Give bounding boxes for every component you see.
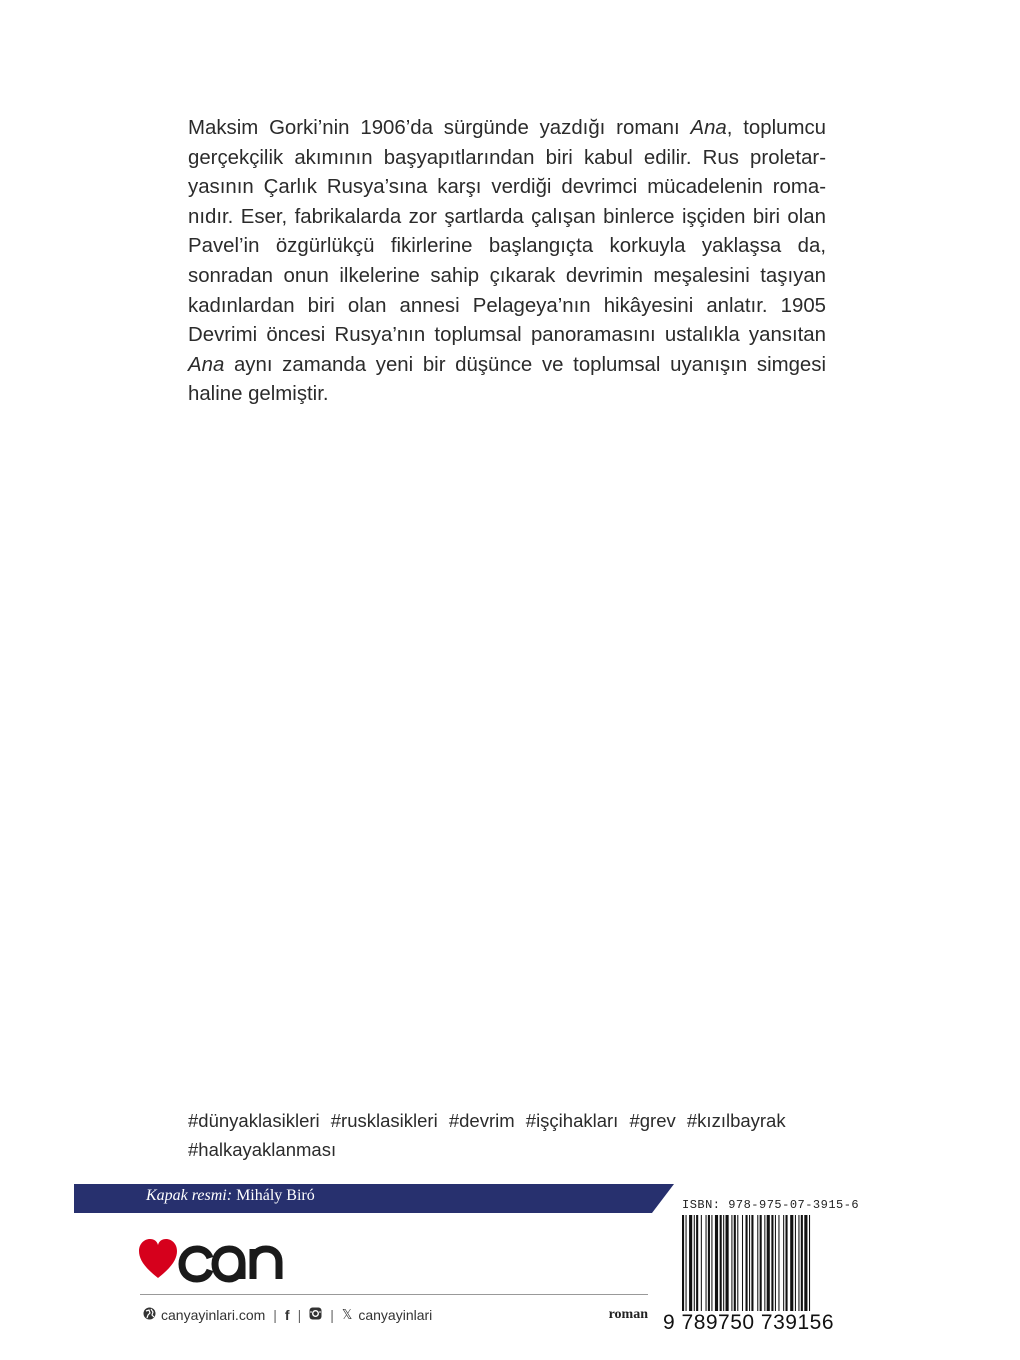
barcode-bar (726, 1215, 729, 1317)
blurb-paragraph (188, 114, 826, 410)
barcode-bar (785, 1215, 787, 1317)
footer-divider (140, 1294, 648, 1295)
heart-icon (139, 1239, 177, 1278)
barcode-bar (734, 1215, 736, 1317)
barcode-bar (686, 1215, 687, 1317)
isbn-label: ISBN: 978-975-07-3915-6 (682, 1198, 860, 1212)
barcode-bar (720, 1215, 722, 1317)
hashtag: #grev (629, 1110, 676, 1131)
x-icon[interactable]: 𝕏 (341, 1307, 353, 1322)
barcode-bar (767, 1215, 770, 1317)
barcode-bar (715, 1215, 718, 1317)
barcode (682, 1215, 852, 1317)
divider: | (297, 1307, 302, 1323)
hashtag: #dünyaklasikleri (188, 1110, 320, 1131)
barcode-bar (764, 1215, 765, 1317)
hashtag: #işçihakları (525, 1110, 619, 1131)
barcode-bar (706, 1215, 707, 1317)
barcode-bar (795, 1215, 796, 1317)
facebook-icon[interactable]: f (284, 1307, 290, 1323)
credit-label: Kapak resmi: (146, 1187, 233, 1204)
barcode-bar (771, 1215, 773, 1317)
genre-label: roman (608, 1307, 648, 1322)
barcode-bar (760, 1215, 762, 1317)
barcode-bar (809, 1215, 810, 1317)
barcode-bar (737, 1215, 738, 1317)
blurb-text-3: aynı zamanda yeni bir düşünce ve toplumsal uyanışın simgesi haline gelmiştir. (188, 353, 826, 406)
hashtag: #rusklasikleri (330, 1110, 438, 1131)
blurb-text-1: Maksim Gorki’nin 1906’da sürgünde yazdığı romanı (188, 117, 691, 139)
barcode-bar (701, 1215, 702, 1317)
blurb-title-ana-2: Ana (188, 353, 225, 376)
can-logo (138, 1238, 288, 1284)
hashtag: #halkayaklanması (188, 1139, 337, 1160)
barcode-bar (798, 1215, 799, 1317)
barcode-bar (731, 1215, 732, 1317)
barcode-bar (757, 1215, 758, 1317)
barcode-bar (790, 1215, 793, 1317)
globe-icon (143, 1307, 156, 1323)
barcode-bar (746, 1215, 748, 1317)
barcode-bar (708, 1215, 710, 1317)
barcode-bar (682, 1215, 684, 1317)
barcode-bar (801, 1215, 803, 1317)
blurb-text-2: , toplumcu gerçekçilik akımının başyapıtlarından biri kabul edilir. Rus proletar-yasının Çarlık Rusya’sına karşı verdiği devrimci mücadelenin roma-nıdır. Eser, fabrikalarda zor şartlarda çalışan binlerce işçiden biri olan Pavel’in özgürlükçü fikirlerine başlangıçta korkuyla yaklaşsa da, sonradan onun ilkelerine sahip çıkarak devrimin meşalesini taşıyan kadınlardan biri olan annesi Pelageya’nın hikâyesini anlatır. 1905 Devrimi öncesi Rusya’nın toplumsal panoramasını ustalıkla yansıtan (188, 117, 826, 347)
barcode-bar (689, 1215, 692, 1317)
barcode-bar (694, 1215, 695, 1317)
hashtag: #kızılbayrak (686, 1110, 786, 1131)
website-link[interactable]: canyayinlari.com (161, 1307, 266, 1323)
social-handle[interactable]: canyayinlari (358, 1307, 433, 1323)
barcode-bar (778, 1215, 779, 1317)
barcode-number: 9 789750 739156 (663, 1311, 834, 1334)
barcode-bar (804, 1215, 807, 1317)
blurb-title-ana-1: Ana (690, 117, 727, 139)
barcode-bar (711, 1215, 712, 1317)
barcode-bar (749, 1215, 750, 1317)
instagram-icon[interactable] (309, 1307, 322, 1323)
barcode-bar (775, 1215, 776, 1317)
barcode-bar (742, 1215, 743, 1317)
hashtag: #devrim (448, 1110, 515, 1131)
barcode-bar (696, 1215, 698, 1317)
barcode-bar (723, 1215, 724, 1317)
back-cover-blurb (188, 114, 826, 410)
divider: | (273, 1307, 277, 1323)
barcode-bar (783, 1215, 784, 1317)
cover-credit (146, 1187, 315, 1205)
publisher-footer (143, 1304, 648, 1326)
hashtag-list (188, 1106, 828, 1164)
barcode-bar (751, 1215, 753, 1317)
divider: | (330, 1307, 334, 1323)
credit-artist: Mihály Biró (232, 1187, 315, 1204)
